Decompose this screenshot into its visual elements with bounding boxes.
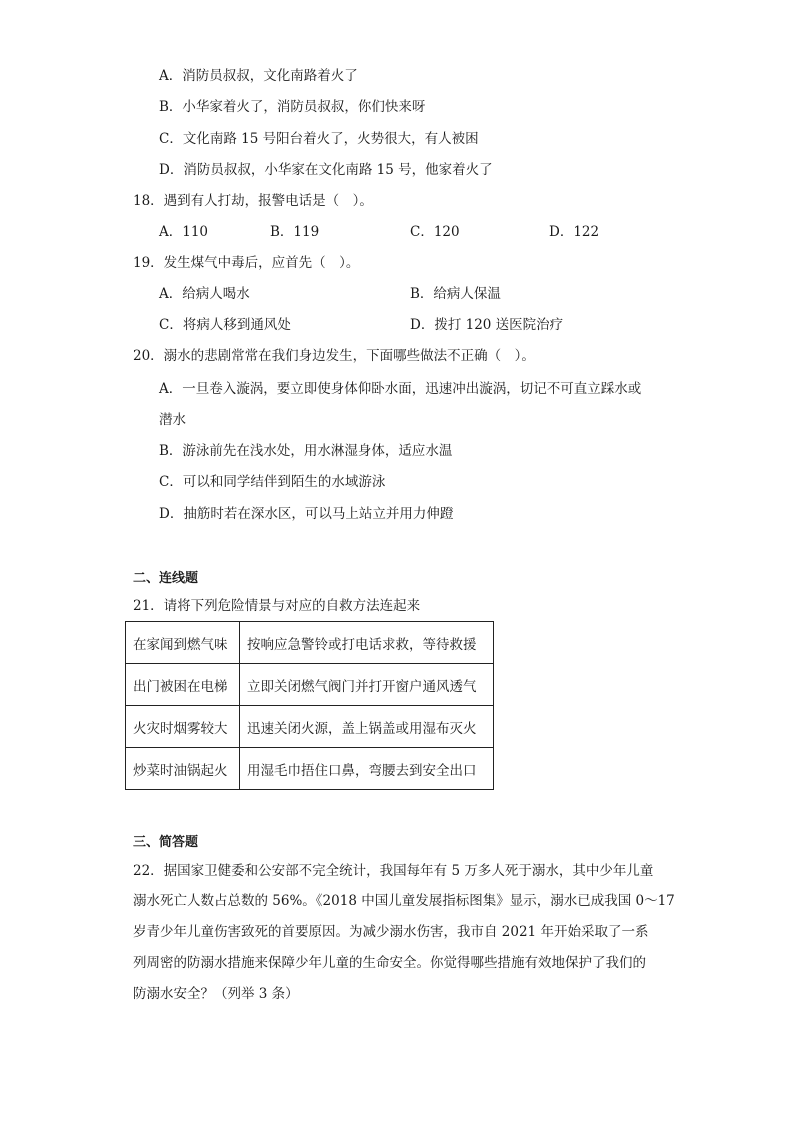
section-3-title: 三、简答题 [133,835,199,850]
q20-option-c: C．可以和同学结伴到陌生的水域游泳 [159,474,386,490]
q22-line-1: 22．据国家卫健委和公安部不完全统计，我国每年有 5 万多人死于溺水，其中少年儿童 [133,863,654,879]
q20-stem: 20．溺水的悲剧常常在我们身边发生，下面哪些做法不正确（ ）。 [133,348,535,364]
self-rescue-method: 迅速关闭火源，盖上锅盖或用湿布灭火 [240,706,494,748]
danger-scenario: 出门被困在电梯 [126,664,240,706]
table-row [126,706,494,748]
q20-option-a: A．一旦卷入漩涡，要立即使身体仰卧水面，迅速冲出漩涡，切记不可直立踩水或 [159,381,642,397]
q22-line-2: 溺水死亡人数占总数的 56%。《2018 中国儿童发展指标图集》显示，溺水已成我国 0～17 [133,893,675,909]
q18-stem: 18．遇到有人打劫，报警电话是（ ）。 [133,193,373,209]
table-row [126,748,494,790]
q18-option-c: C．120 [410,224,460,240]
q19-option-d: D．拨打 120 送医院治疗 [410,317,564,333]
q19-option-a: A．给病人喝水 [159,286,250,302]
self-rescue-method: 用湿毛巾捂住口鼻，弯腰去到安全出口 [240,748,494,790]
table-row [126,664,494,706]
q19-option-c: C．将病人移到通风处 [159,317,291,333]
danger-scenario: 在家闻到燃气味 [126,622,240,664]
table-row [126,622,494,664]
self-rescue-method: 立即关闭燃气阀门并打开窗户通风透气 [240,664,494,706]
q17-option-d: D．消防员叔叔，小华家在文化南路 15 号，他家着火了 [159,162,493,178]
q18-option-a: A．110 [159,224,209,240]
q17-option-c: C．文化南路 15 号阳台着火了，火势很大，有人被困 [159,131,479,147]
q20-option-a-continued: 潜水 [159,412,186,428]
q20-option-b: B．游泳前先在浅水处，用水淋湿身体，适应水温 [159,443,453,459]
q18-option-b: B．119 [270,224,320,240]
self-rescue-method: 按响应急警铃或打电话求救，等待救援 [240,622,494,664]
q22-line-5: 防溺水安全？（列举 3 条） [133,986,299,1002]
q22-line-3: 岁青少年儿童伤害致死的首要原因。为减少溺水伤害，我市自 2021 年开始采取了一系 [133,924,649,940]
matching-table [125,621,494,790]
danger-scenario: 火灾时烟雾较大 [126,706,240,748]
q22-line-4: 列周密的防溺水措施来保障少年儿童的生命安全。你觉得哪些措施有效地保护了我们的 [133,955,646,971]
q19-stem: 19．发生煤气中毒后，应首先（ ）。 [133,255,360,271]
q19-option-b: B．给病人保温 [410,286,501,302]
q17-option-b: B．小华家着火了，消防员叔叔，你们快来呀 [159,99,426,115]
q20-option-d: D．抽筋时若在深水区，可以马上站立并用力伸蹬 [159,506,454,522]
danger-scenario: 炒菜时油锅起火 [126,748,240,790]
section-2-title: 二、连线题 [133,571,199,586]
q21-stem: 21．请将下列危险情景与对应的自救方法连起来 [133,598,421,614]
q18-option-d: D．122 [549,224,600,240]
q17-option-a: A．消防员叔叔，文化南路着火了 [159,68,358,84]
